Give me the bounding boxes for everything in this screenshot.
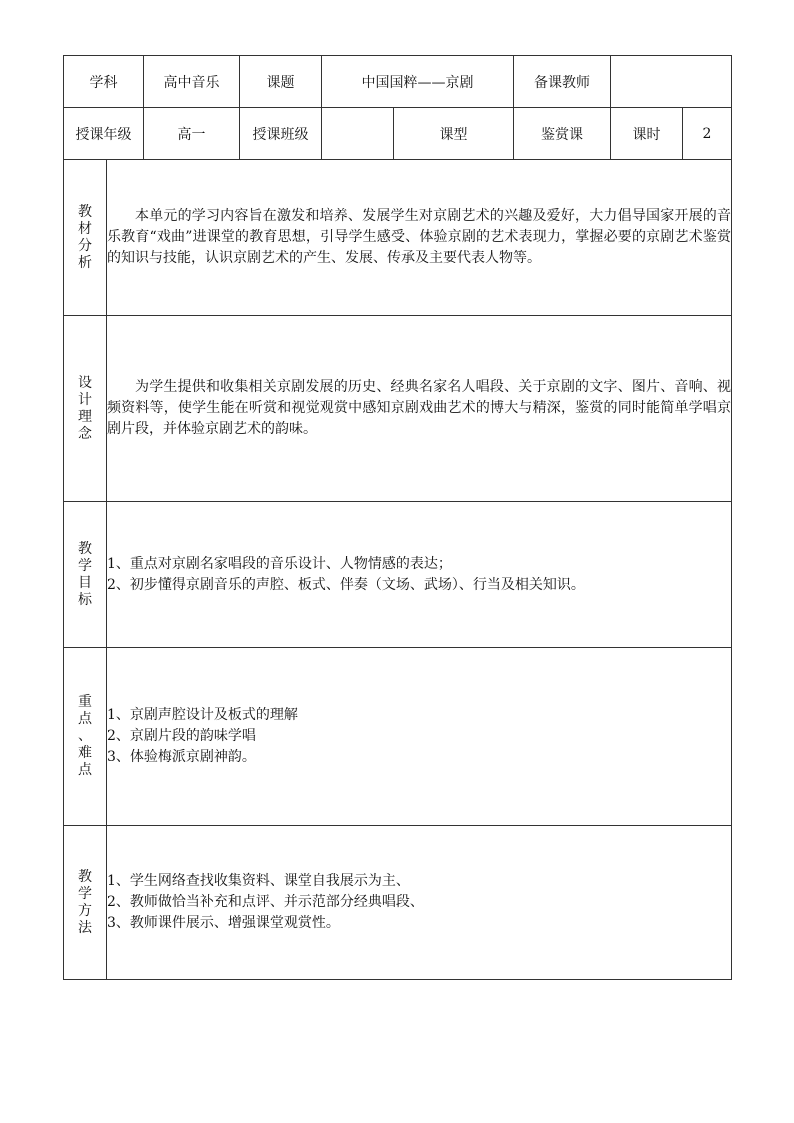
list-item: 3、教师课件展示、增强课堂观赏性。 [107,915,340,931]
goals-label: 教 学 目 标 [64,502,107,648]
type-label: 课型 [394,108,514,160]
hours-value: 2 [683,108,732,160]
subject-label: 学科 [64,56,144,108]
teacher-value [611,56,732,108]
header-row-2 [64,108,732,160]
list-item: 1、京剧声腔设计及板式的理解 [107,707,298,723]
lesson-plan-table [63,55,732,980]
header-row-1 [64,56,732,108]
grade-label: 授课年级 [64,108,144,160]
list-item: 3、体验梅派京剧神韵。 [107,749,256,765]
design-label: 设 计 理 念 [64,316,107,502]
grade-value: 高一 [144,108,240,160]
subject-value: 高中音乐 [144,56,240,108]
methods-list [107,826,732,980]
class-value [322,108,394,160]
key-points-label: 重 点 、 难 点 [64,648,107,826]
methods-row [64,826,732,980]
analysis-row [64,160,732,316]
class-label: 授课班级 [240,108,322,160]
key-points-row [64,648,732,826]
key-points-list [107,648,732,826]
analysis-label: 教 材 分 析 [64,160,107,316]
topic-label: 课题 [240,56,322,108]
list-item: 2、初步懂得京剧音乐的声腔、板式、伴奏（文场、武场）、行当及相关知识。 [107,576,585,593]
goals-list [107,502,732,648]
goals-row [64,502,732,648]
type-value: 鉴赏课 [514,108,611,160]
hours-label: 课时 [611,108,683,160]
list-item: 2、京剧片段的韵味学唱 [107,728,256,744]
teacher-label: 备课教师 [514,56,611,108]
list-item: 2、教师做恰当补充和点评、并示范部分经典唱段、 [107,894,424,910]
design-row [64,316,732,502]
analysis-text: 本单元的学习内容旨在激发和培养、发展学生对京剧艺术的兴趣及爱好，大力倡导国家开展的音乐教育“戏曲”进课堂的教育思想，引导学生感受、体验京剧的艺术表现力，掌握必要的京剧艺术鉴赏的知识与技能，认识京剧艺术的产生、发展、传承及主要代表人物等。 [107,160,732,316]
topic-value: 中国国粹——京剧 [322,56,514,108]
list-item: 1、学生网络查找收集资料、课堂自我展示为主、 [107,873,410,889]
design-text: 为学生提供和收集相关京剧发展的历史、经典名家名人唱段、关于京剧的文字、图片、音响、视频资料等，使学生能在听赏和视觉观赏中感知京剧戏曲艺术的博大与精深，鉴赏的同时能简单学唱京剧片段，并体验京剧艺术的韵味。 [107,316,732,502]
methods-label: 教 学 方 法 [64,826,107,980]
list-item: 1、重点对京剧名家唱段的音乐设计、人物情感的表达； [107,555,452,572]
